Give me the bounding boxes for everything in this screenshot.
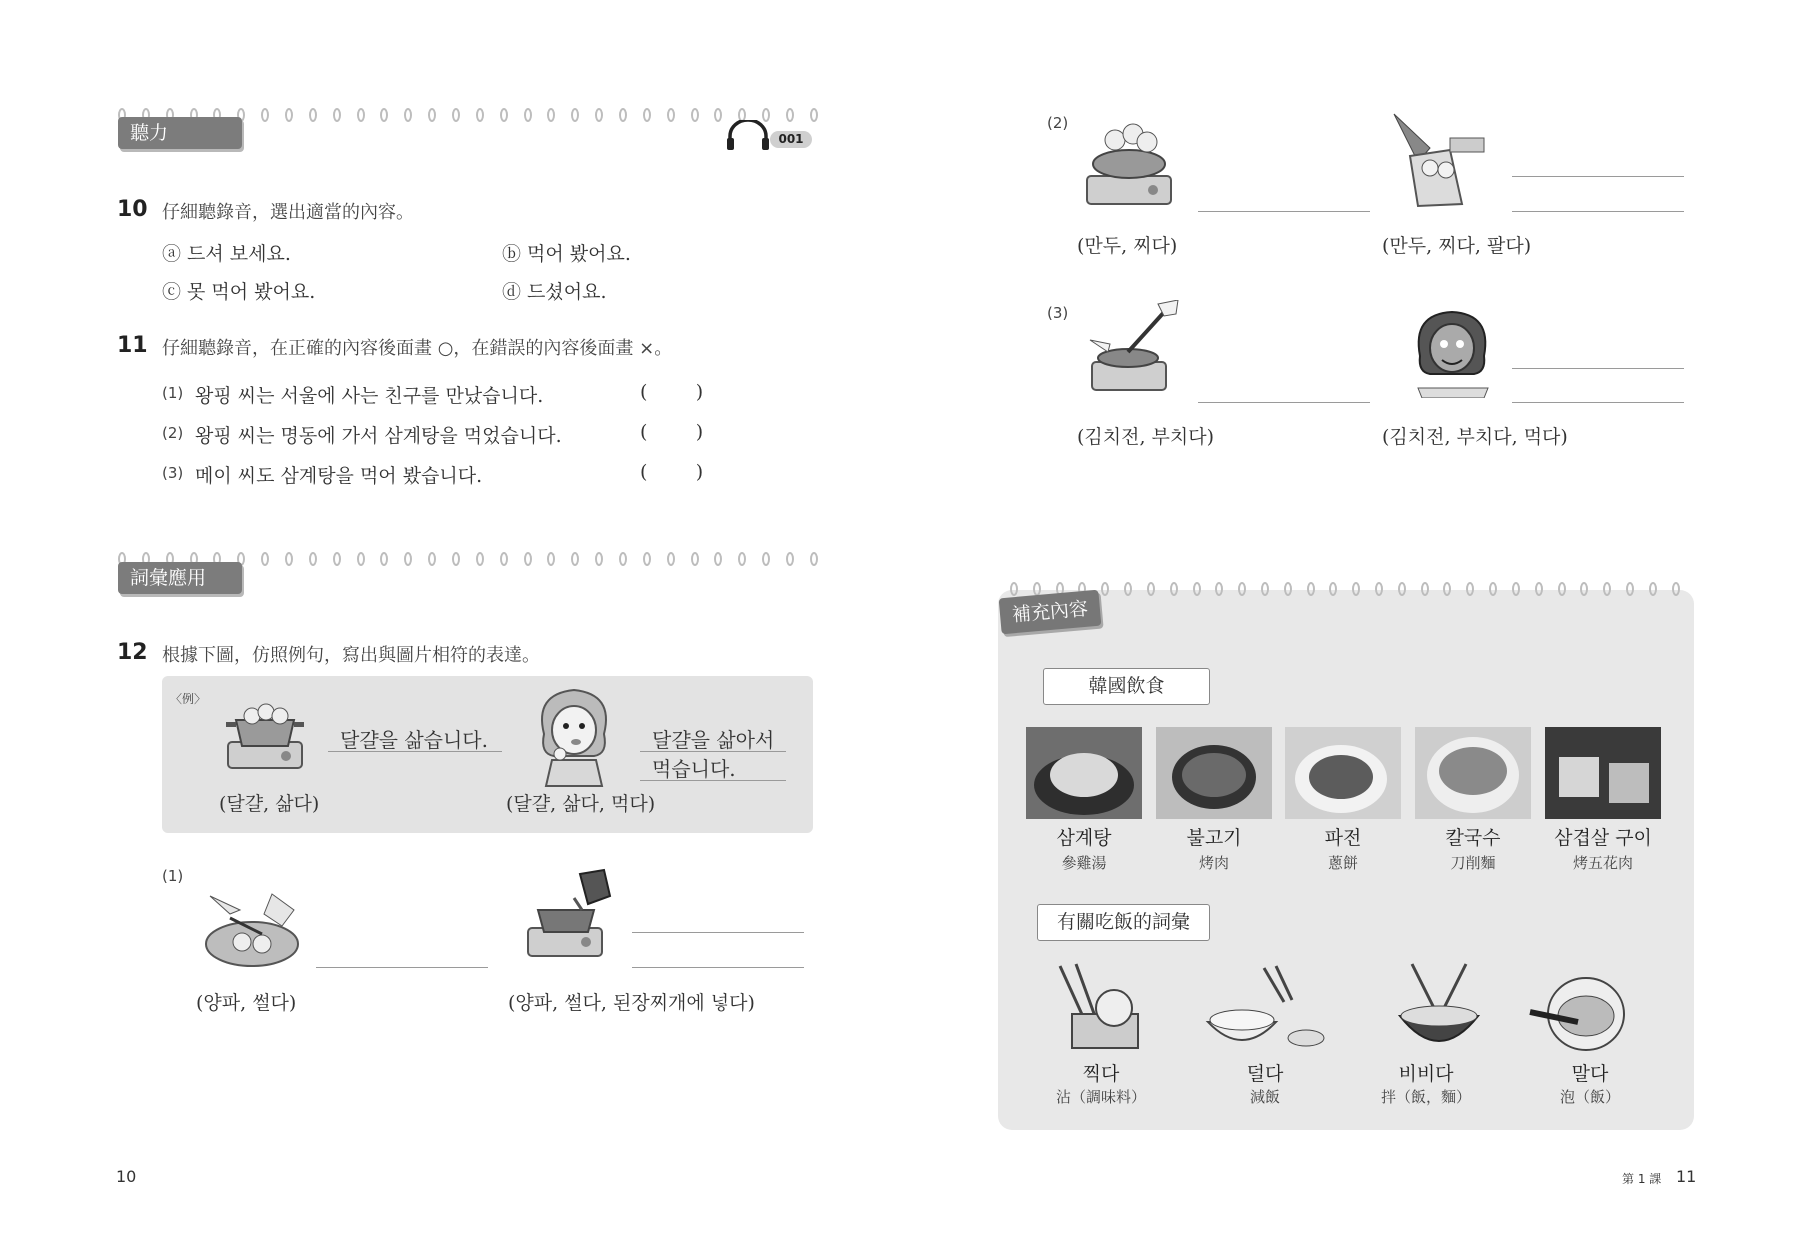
food-name-ko-5: 삼겹살 구이 [1554, 827, 1652, 849]
example-label: 〈例〉 [170, 692, 207, 706]
dumpling-steamer-illustration [1083, 118, 1179, 212]
q12-item-1-caption-a: (양파, 썰다) [196, 992, 297, 1014]
example-answer-1-line [328, 751, 502, 752]
dumpling-selling-illustration [1390, 108, 1490, 216]
q12-item-1b-answer-line-2[interactable] [632, 967, 804, 968]
doenjang-stew-illustration [524, 866, 616, 966]
q12-item-3-caption-b: (김치전, 부치다, 먹다) [1382, 426, 1568, 448]
question-number-12: 12 [117, 640, 148, 665]
q11-item-1-answer[interactable]: ( ) [640, 381, 704, 403]
q12-item-2-caption-a: (만두, 찌다) [1077, 235, 1178, 257]
example-caption-2: (달걀, 삶다, 먹다) [506, 793, 656, 815]
example-answer-2-line-1: 달걀을 삶아서 [652, 728, 775, 752]
food-name-zh-3: 蔥餅 [1327, 854, 1358, 872]
q11-item-3-answer[interactable]: ( ) [640, 461, 704, 483]
q12-item-1-caption-b: (양파, 썰다, 된장찌개에 넣다) [508, 992, 755, 1014]
mix-noodles-illustration [1394, 962, 1484, 1056]
spiral-rings-supplement [1010, 582, 1680, 598]
q12-item-2-answer-line[interactable] [1198, 211, 1370, 212]
soak-rice-illustration [1528, 972, 1628, 1060]
q12-item-1b-answer-line-1[interactable] [632, 932, 804, 933]
q12-item-3b-answer-line-1[interactable] [1512, 368, 1684, 369]
audio-track-badge[interactable] [770, 131, 812, 148]
q10-option-c[interactable]: ⓒ 못 먹어 봤어요. [162, 281, 316, 303]
question-11-text: 仔細聽錄音，在正確的內容後面畫 ○，在錯誤的內容後面畫 ×。 [162, 338, 673, 359]
example-woman-illustration [524, 684, 624, 792]
q10-option-a[interactable]: ⓐ 드셔 보세요. [162, 243, 291, 265]
verb-zh-1: 沾（調味料） [1055, 1088, 1146, 1106]
verb-ko-3: 비비다 [1398, 1063, 1454, 1085]
lesson-label: 第 1 課 [1622, 1172, 1662, 1186]
korean-food-title: 韓國飲食 [1043, 668, 1210, 705]
q12-item-1-answer-line[interactable] [316, 967, 488, 968]
audio-track-number: 001 [778, 132, 804, 146]
food-name-ko-4: 칼국수 [1445, 827, 1501, 849]
q12-item-1-label: (1) [162, 867, 184, 885]
food-photo-bulgogi [1156, 727, 1272, 819]
q12-item-3-label: (3) [1047, 304, 1069, 322]
food-name-ko-1: 삼계탕 [1056, 827, 1112, 849]
food-photo-kalguksu [1415, 727, 1531, 819]
food-name-zh-4: 刀削麵 [1450, 854, 1496, 872]
q10-option-b[interactable]: ⓑ 먹어 봤어요. [502, 243, 631, 265]
q12-item-2b-answer-line-1[interactable] [1512, 176, 1684, 177]
food-name-zh-2: 烤肉 [1198, 854, 1229, 872]
q11-item-1-number: (1) [162, 384, 184, 402]
supplement-tab: 補充內容 [999, 590, 1102, 635]
verb-zh-3: 拌（飯，麵） [1380, 1088, 1471, 1106]
food-photo-samgyetang [1026, 727, 1142, 819]
q11-item-2-number: (2) [162, 424, 184, 442]
food-photo-samgyeopsal [1545, 727, 1661, 819]
food-name-ko-3: 파전 [1324, 827, 1362, 849]
section-tab-listening: 聽力 [118, 117, 242, 149]
q11-item-3-text: 메이 씨도 삼계탕을 먹어 봤습니다. [195, 465, 483, 487]
q12-item-2-caption-b: (만두, 찌다, 팔다) [1382, 235, 1532, 257]
onion-cutting-illustration [200, 890, 304, 974]
food-name-zh-5: 烤五花肉 [1572, 854, 1633, 872]
girl-eating-illustration [1404, 306, 1500, 402]
question-12-text: 根據下圖，仿照例句，寫出與圖片相符的表達。 [162, 645, 540, 666]
example-caption-1: (달걀, 삶다) [219, 793, 320, 815]
verb-ko-4: 말다 [1571, 1063, 1609, 1085]
page-number-left: 10 [116, 1167, 137, 1186]
q11-item-2-answer[interactable]: ( ) [640, 421, 704, 443]
verb-ko-2: 덜다 [1246, 1063, 1284, 1085]
q12-item-3-caption-a: (김치전, 부치다) [1077, 426, 1215, 448]
q12-item-2-label: (2) [1047, 114, 1069, 132]
food-name-ko-2: 불고기 [1186, 827, 1242, 849]
kimchi-pancake-frying-illustration [1088, 300, 1180, 400]
verb-zh-2: 減飯 [1249, 1088, 1280, 1106]
food-name-zh-1: 參雞湯 [1061, 854, 1107, 872]
example-answer-2-line-b [640, 780, 786, 781]
page-number-right: 11 [1676, 1167, 1697, 1186]
q11-item-3-number: (3) [162, 464, 184, 482]
q12-item-3b-answer-line-2[interactable] [1512, 402, 1684, 403]
food-photo-pajeon [1285, 727, 1401, 819]
q12-item-2b-answer-line-2[interactable] [1512, 211, 1684, 212]
q10-option-d[interactable]: ⓓ 드셨어요. [502, 281, 607, 303]
verb-ko-1: 찍다 [1082, 1063, 1120, 1085]
remove-rice-illustration [1204, 962, 1326, 1056]
example-answer-1: 달걀을 삶습니다. [340, 728, 488, 752]
q12-item-3-answer-line[interactable] [1198, 402, 1370, 403]
headphone-icon[interactable] [726, 120, 770, 152]
eating-vocab-title: 有關吃飯的詞彙 [1037, 904, 1210, 941]
example-pot-illustration [222, 692, 312, 780]
example-answer-2-line-2: 먹습니다. [652, 757, 736, 781]
dip-illustration [1050, 962, 1150, 1056]
q11-item-2-text: 왕핑 씨는 명동에 가서 삼계탕을 먹었습니다. [195, 425, 562, 447]
example-answer-2-line-a [640, 751, 786, 752]
question-number-10: 10 [117, 197, 148, 222]
question-10-text: 仔細聽錄音，選出適當的內容。 [162, 202, 414, 223]
verb-zh-4: 泡（飯） [1559, 1088, 1620, 1106]
question-number-11: 11 [117, 333, 148, 358]
q11-item-1-text: 왕핑 씨는 서울에 사는 친구를 만났습니다. [195, 385, 544, 407]
section-tab-vocab: 詞彙應用 [118, 562, 242, 594]
